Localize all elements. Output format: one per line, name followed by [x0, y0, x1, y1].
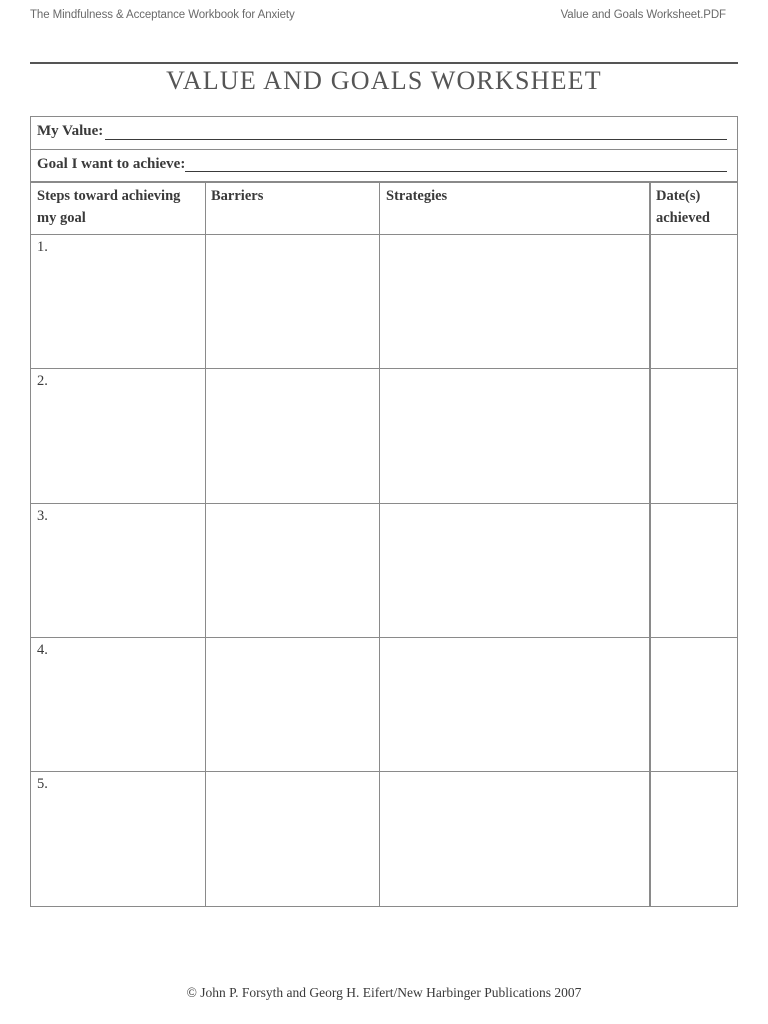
title-rule	[30, 62, 738, 64]
cell-strategies-3[interactable]	[380, 504, 649, 637]
cell-barriers-2[interactable]	[206, 369, 379, 503]
cell-dates-3[interactable]	[651, 504, 737, 637]
cell-dates-1[interactable]	[651, 235, 737, 368]
cell-step-2[interactable]	[31, 369, 205, 503]
cell-strategies-1[interactable]	[380, 235, 649, 368]
running-header-book-title: The Mindfulness & Acceptance Workbook for Anxiety	[30, 9, 295, 21]
cell-step-5[interactable]	[31, 772, 205, 906]
cell-strategies-2[interactable]	[380, 369, 649, 503]
cell-step-4[interactable]	[31, 638, 205, 771]
column-header-dates: Date(s) achieved	[656, 188, 710, 226]
goal-blank-line[interactable]	[185, 171, 727, 172]
page-title: VALUE AND GOALS WORKSHEET	[166, 66, 602, 95]
cell-strategies-5[interactable]	[380, 772, 649, 906]
column-header-barriers: Barriers	[211, 188, 264, 204]
cell-dates-2[interactable]	[651, 369, 737, 503]
copyright-footer: © John P. Forsyth and Georg H. Eifert/New Harbinger Publications 2007	[186, 985, 582, 1000]
my-value-label: My Value:	[37, 123, 104, 139]
column-header-steps: Steps toward achieving my goal	[37, 188, 181, 226]
step-number-5: 5.	[37, 776, 48, 792]
cell-barriers-5[interactable]	[206, 772, 379, 906]
cell-dates-5[interactable]	[651, 772, 737, 906]
cell-barriers-4[interactable]	[206, 638, 379, 771]
goal-row	[31, 150, 737, 183]
column-header-strategies: Strategies	[386, 188, 448, 204]
my-value-blank-line[interactable]	[105, 139, 727, 140]
running-header-file-name: Value and Goals Worksheet.PDF	[560, 9, 726, 21]
step-number-3: 3.	[37, 508, 48, 524]
cell-strategies-4[interactable]	[380, 638, 649, 771]
cell-dates-4[interactable]	[651, 638, 737, 771]
cell-step-3[interactable]	[31, 504, 205, 637]
worksheet-table	[30, 116, 738, 907]
cell-barriers-1[interactable]	[206, 235, 379, 368]
cell-step-1[interactable]	[31, 235, 205, 368]
step-number-1: 1.	[37, 239, 48, 255]
cell-barriers-3[interactable]	[206, 504, 379, 637]
goal-label: Goal I want to achieve:	[37, 156, 186, 172]
step-number-2: 2.	[37, 373, 48, 389]
my-value-row	[31, 117, 737, 150]
step-number-4: 4.	[37, 642, 48, 658]
